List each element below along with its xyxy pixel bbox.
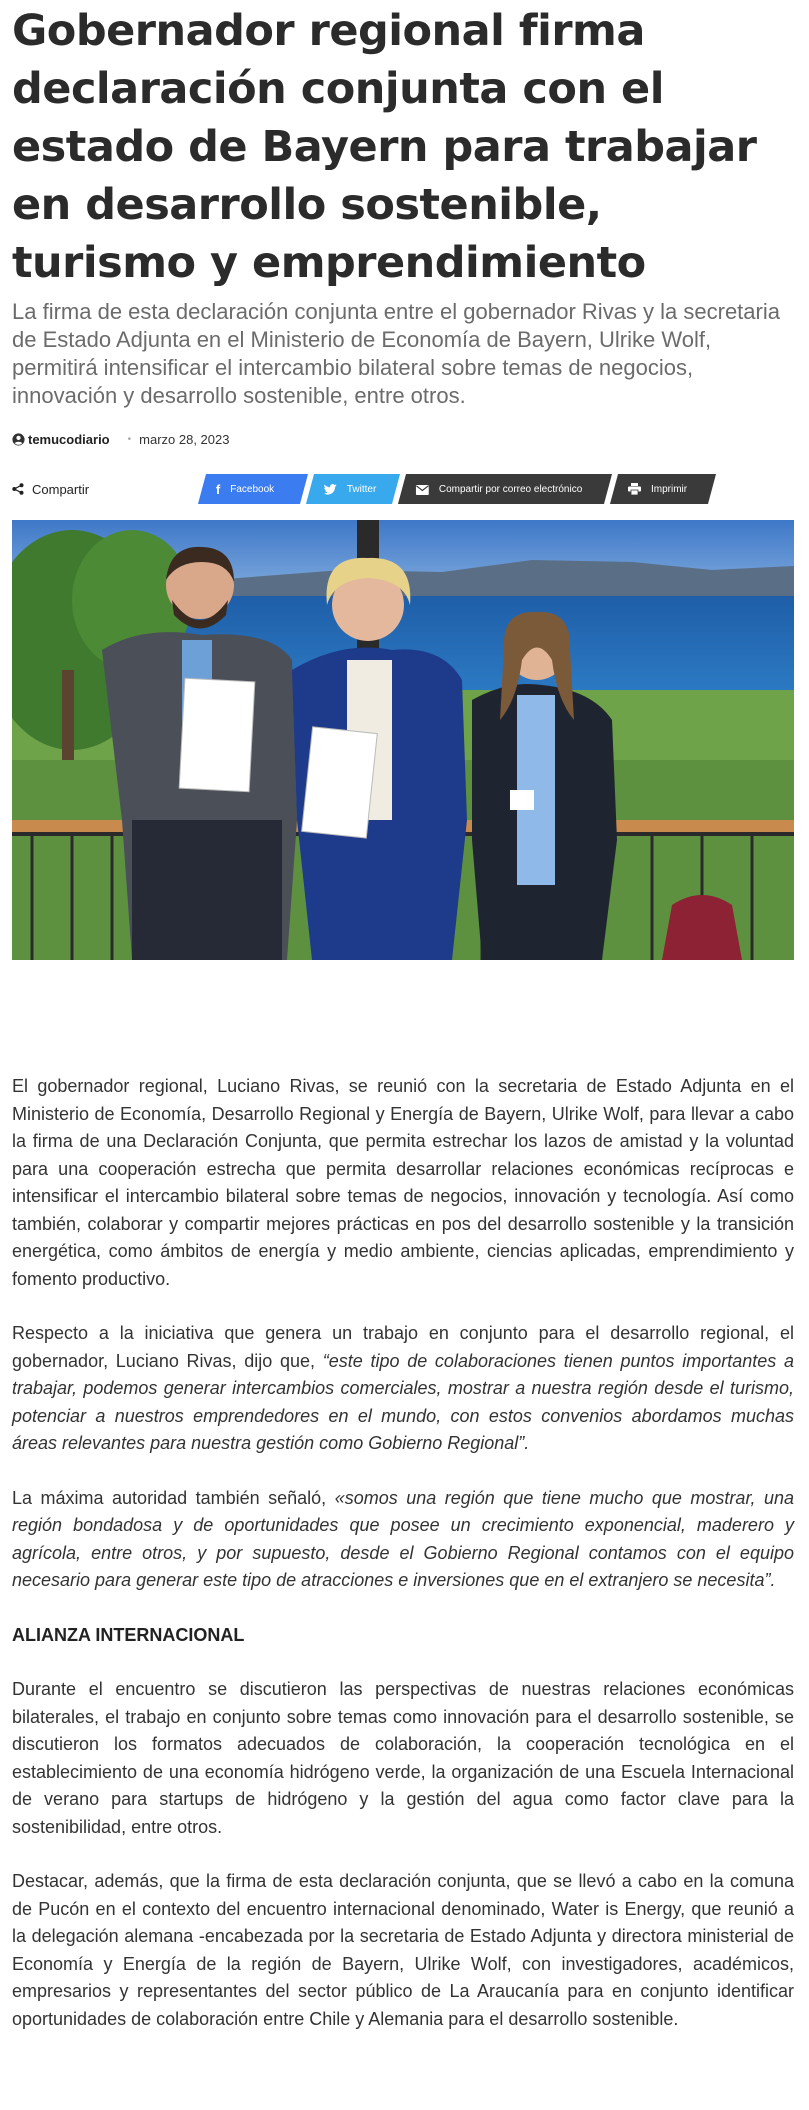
meta-separator: • — [127, 433, 132, 445]
share-label-text: Compartir — [32, 481, 90, 497]
section-heading: ALIANZA INTERNACIONAL — [12, 1624, 245, 1645]
article-photo — [12, 520, 794, 960]
paragraph-text: La máxima autoridad también señaló, — [12, 1487, 335, 1508]
share-twitter-button[interactable] — [306, 474, 400, 504]
paragraph: Destacar, además, que la firma de esta declaración conjunta, que se llevó a cabo en la comuna de Pucón en el contexto del encuentro internacional denominado, Water is Energy, que reunió a la delegación alemana -encabezada por la secretaria de Estado Adjunta y directora ministerial de Economía y Energía de la región de Bayern, Ulrike Wolf, con investigadores, académicos, empresarios y representantes del sector público de La Araucanía para en conjunto identificar oportunidades de colaboración entre Chile y Alemania para el desarrollo sostenible. — [12, 1871, 794, 2029]
author-link[interactable] — [12, 432, 110, 447]
author-name: temucodiario — [28, 431, 110, 447]
article-header — [12, 0, 794, 504]
quote-text: «somos una región que tiene mucho que mostrar, una región bondadosa y de oportunidades que posee un crecimiento exponencial, maderero y agrícola, entre otros, y por supuesto, desde el Gobierno Regional contamos con el equipo necesario para generar este tipo de atracciones e inversiones que en el extranjero se necesita”. — [12, 1487, 794, 1590]
paragraph — [12, 1320, 794, 1458]
share-icon — [12, 483, 24, 495]
article-meta — [12, 430, 794, 448]
share-facebook-label: Facebook — [230, 483, 275, 495]
paragraph: El gobernador regional, Luciano Rivas, se reunió con la secretaria de Estado Adjunta en el Ministerio de Economía, Desarrollo Regional y Energía de Bayern, Ulrike Wolf, para llevar a cabo la firma de una Declaración Conjunta, que permita estrechar los lazos de amistad y la voluntad para una cooperación estrecha que permita desarrollar relaciones económicas recíprocas e intensificar el intercambio bilateral sobre temas de negocios, innovación y tecnología. Así como también, colaborar y compartir mejores prácticas en pos del desarrollo sostenible y la transición energética, como ámbitos de energía y medio ambiente, ciencias aplicadas, emprendimiento y fomento productivo. — [12, 1076, 794, 1289]
paragraph — [12, 1485, 794, 1595]
printer-icon — [628, 483, 641, 495]
article-subtitle: La firma de esta declaración conjunta entre el gobernador Rivas y la secretaria de Estado Adjunta en el Ministerio de Economía de Bayern, Ulrike Wolf, permitirá intensificar el intercambio bilateral sobre temas de negocios, innovación y desarrollo sostenible, entre otros. — [12, 299, 780, 408]
facebook-icon: f — [216, 481, 221, 497]
envelope-icon — [416, 484, 429, 494]
share-email-button[interactable] — [398, 474, 612, 504]
print-button[interactable] — [610, 474, 716, 504]
article-headline: Gobernador regional firma declaración conjunta con el estado de Bayern para trabajar en desarrollo sostenible, turismo y emprendimiento — [12, 6, 757, 288]
share-twitter-label: Twitter — [347, 483, 377, 495]
article-body — [12, 1073, 794, 2060]
quote-text: “este tipo de colaboraciones tienen puntos importantes a trabajar, podemos generar intercambios comerciales, mostrar a nuestra región desde el turismo, potenciar a nuestros emprendedores en el mundo, con estos convenios abordamos muchas áreas relevantes para nuestra gestión como Gobierno Regional”. — [12, 1350, 794, 1453]
paragraph: Durante el encuentro se discutieron las perspectivas de nuestras relaciones económicas bilaterales, el trabajo en conjunto sobre temas como innovación para el desarrollo sostenible, se discutieron los formatos adecuados de colaboración, la cooperación tecnológica en el establecimiento de una economía hidrógeno verde, la organización de una Escuela Internacional de verano para startups de hidrógeno y la gestión del agua como factor clave para la sostenibilidad, entre otros. — [12, 1679, 794, 1837]
print-label: Imprimir — [651, 483, 688, 495]
share-bar — [12, 474, 794, 504]
share-email-label: Compartir por correo electrónico — [439, 483, 583, 495]
photo-illustration — [12, 520, 794, 960]
user-icon — [12, 433, 25, 446]
twitter-icon — [324, 484, 337, 495]
paragraph-text: Respecto a la iniciativa que genera un trabajo en conjunto para el desarrollo regional, el gobernador, Luciano Rivas, dijo que, — [12, 1323, 794, 1371]
share-facebook-button[interactable] — [198, 474, 308, 504]
share-label — [12, 482, 202, 497]
publish-date: marzo 28, 2023 — [139, 431, 230, 447]
